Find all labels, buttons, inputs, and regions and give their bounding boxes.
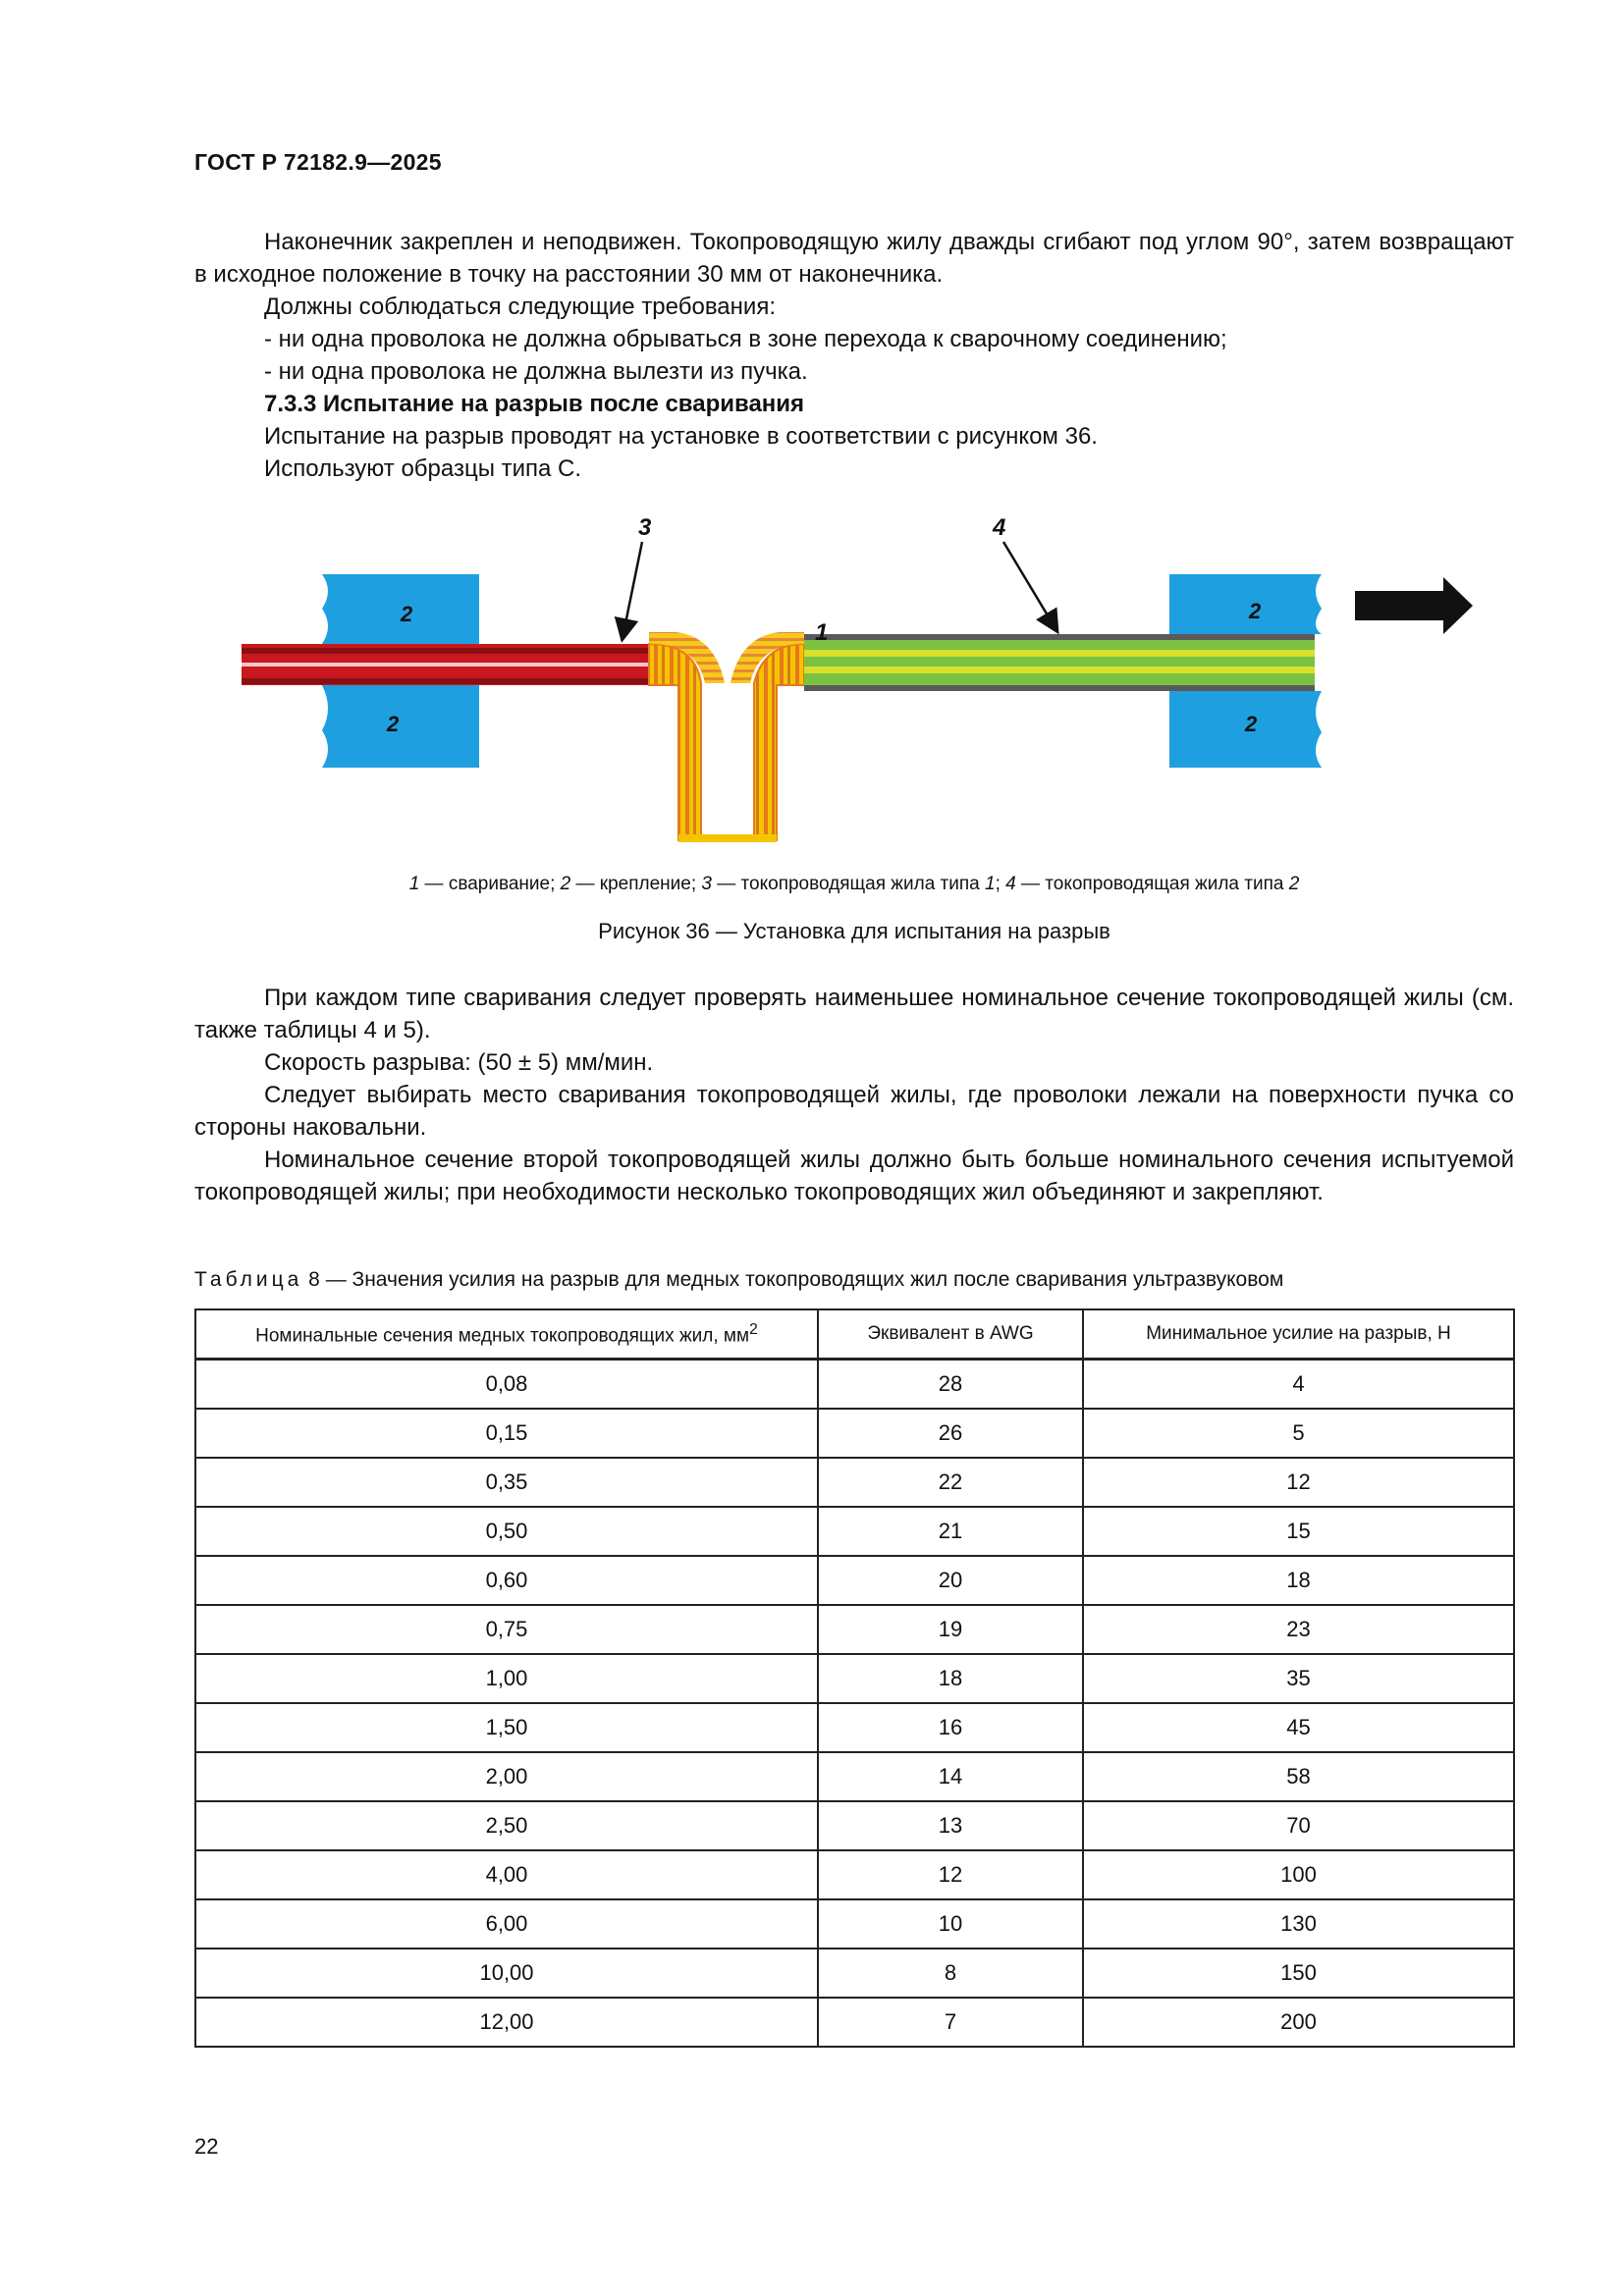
cell-min-force: 35 — [1083, 1654, 1514, 1703]
cell-cross-section: 0,35 — [195, 1458, 818, 1507]
cell-awg: 28 — [818, 1360, 1083, 1410]
cell-awg: 18 — [818, 1654, 1083, 1703]
table-body — [195, 1360, 1514, 2048]
cell-min-force: 5 — [1083, 1409, 1514, 1458]
figure-caption: Рисунок 36 — Установка для испытания на разрыв — [598, 919, 1110, 943]
cell-min-force: 4 — [1083, 1360, 1514, 1410]
cell-cross-section: 2,00 — [195, 1752, 818, 1801]
cell-awg: 13 — [818, 1801, 1083, 1850]
cell-cross-section: 12,00 — [195, 1998, 818, 2047]
column-header-min-force: Минимальное усилие на разрыв, Н — [1083, 1309, 1514, 1360]
page-number: 22 — [194, 2134, 219, 2159]
cell-min-force: 100 — [1083, 1850, 1514, 1899]
cell-awg: 21 — [818, 1507, 1083, 1556]
cell-min-force: 200 — [1083, 1998, 1514, 2047]
callout-4: 4 — [993, 514, 1006, 541]
callout-3: 3 — [638, 514, 652, 541]
table-row — [195, 1556, 1514, 1605]
table-row — [195, 1850, 1514, 1899]
cell-awg: 12 — [818, 1850, 1083, 1899]
cell-awg: 14 — [818, 1752, 1083, 1801]
intro-text — [194, 226, 1514, 485]
cell-cross-section: 0,60 — [195, 1556, 818, 1605]
callout-4-leader — [1003, 542, 1056, 630]
cell-cross-section: 0,50 — [195, 1507, 818, 1556]
paragraph: Скорость разрыва: (50 ± 5) мм/мин. — [264, 1049, 654, 1076]
breaking-force-table — [194, 1308, 1515, 2048]
cell-min-force: 18 — [1083, 1556, 1514, 1605]
cell-cross-section: 1,00 — [195, 1654, 818, 1703]
table-row — [195, 1409, 1514, 1458]
cell-min-force: 23 — [1083, 1605, 1514, 1654]
cell-cross-section: 2,50 — [195, 1801, 818, 1850]
callout-3-leader — [623, 542, 642, 638]
cell-cross-section: 1,50 — [195, 1703, 818, 1752]
cell-min-force: 12 — [1083, 1458, 1514, 1507]
table-row — [195, 1507, 1514, 1556]
callout-2-left-top: 2 — [401, 602, 413, 626]
cell-awg: 20 — [818, 1556, 1083, 1605]
cell-cross-section: 6,00 — [195, 1899, 818, 1949]
cell-min-force: 130 — [1083, 1899, 1514, 1949]
green-wire-type-2 — [804, 634, 1315, 691]
cell-awg: 19 — [818, 1605, 1083, 1654]
paragraph: Наконечник закреплен и неподвижен. Токопроводящую жилу дважды сгибают под углом 90°, затем возвращают в исходное положение в точку на расстоянии 30 мм от наконечника. — [194, 229, 1514, 288]
callout-1: 1 — [815, 619, 829, 646]
table-row — [195, 1801, 1514, 1850]
paragraph: Используют образцы типа С. — [264, 455, 582, 482]
table-row — [195, 1949, 1514, 1998]
section-title: 7.3.3 Испытание на разрыв после сваривания — [264, 391, 805, 417]
test-setup-diagram — [194, 510, 1514, 854]
cell-awg: 8 — [818, 1949, 1083, 1998]
column-header-awg: Эквивалент в AWG — [818, 1309, 1083, 1360]
cell-awg: 26 — [818, 1409, 1083, 1458]
callout-2-right-bottom: 2 — [1245, 712, 1258, 736]
callout-2-right-top: 2 — [1249, 599, 1262, 623]
figure-36 — [194, 510, 1514, 854]
cell-cross-section: 10,00 — [195, 1949, 818, 1998]
cell-cross-section: 0,15 — [195, 1409, 818, 1458]
table-header-row — [195, 1309, 1514, 1360]
left-clamp-lower — [322, 685, 479, 768]
pull-direction-arrow — [1355, 577, 1473, 634]
paragraph: Номинальное сечение второй токопроводящей жилы должно быть больше номинального сечения испытуемой токопроводящей жилы; при необходимости несколько токопроводящих жил объединяют и закрепляют. — [194, 1147, 1514, 1205]
cell-cross-section: 0,08 — [195, 1360, 818, 1410]
paragraph: Испытание на разрыв проводят на установке в соответствии с рисунком 36. — [264, 423, 1098, 450]
table-row — [195, 1998, 1514, 2047]
list-item: - ни одна проволока не должна вылезти из пучка. — [264, 358, 808, 385]
cell-min-force: 45 — [1083, 1703, 1514, 1752]
cell-min-force: 150 — [1083, 1949, 1514, 1998]
cell-min-force: 15 — [1083, 1507, 1514, 1556]
red-wire-type-1 — [242, 644, 649, 685]
table-row — [195, 1899, 1514, 1949]
paragraph: При каждом типе сваривания следует проверять наименьшее номинальное сечение токопроводящей жилы (см. также таблицы 4 и 5). — [194, 985, 1514, 1043]
paragraph: Должны соблюдаться следующие требования: — [264, 294, 776, 320]
table-row — [195, 1654, 1514, 1703]
figure-legend: 1 — сваривание; 2 — крепление; 3 — токопроводящая жила типа 1; 4 — токопроводящая жила типа 2 — [408, 874, 1300, 894]
table-row — [195, 1752, 1514, 1801]
cell-awg: 22 — [818, 1458, 1083, 1507]
callout-2-left-bottom: 2 — [387, 712, 400, 736]
cell-cross-section: 0,75 — [195, 1605, 818, 1654]
list-item: - ни одна проволока не должна обрываться в зоне перехода к сварочному соединению; — [264, 326, 1227, 352]
right-clamp-upper — [1169, 574, 1322, 634]
document-header: ГОСТ Р 72182.9—2025 — [194, 149, 442, 175]
paragraph: Следует выбирать место сваривания токопроводящей жилы, где проволоки лежали на поверхности пучка со стороны наковальни. — [194, 1082, 1514, 1141]
cell-cross-section: 4,00 — [195, 1850, 818, 1899]
body-text — [194, 982, 1514, 1208]
weld-joint — [649, 632, 804, 842]
cell-awg: 16 — [818, 1703, 1083, 1752]
table-row — [195, 1360, 1514, 1410]
table-row — [195, 1458, 1514, 1507]
table-title: Таблица 8 — Значения усилия на разрыв для медных токопроводящих жил после сваривания ультразвуковом — [194, 1268, 1284, 1291]
cell-awg: 10 — [818, 1899, 1083, 1949]
cell-min-force: 58 — [1083, 1752, 1514, 1801]
table-row — [195, 1605, 1514, 1654]
cell-min-force: 70 — [1083, 1801, 1514, 1850]
cell-awg: 7 — [818, 1998, 1083, 2047]
table-row — [195, 1703, 1514, 1752]
column-header-cross-section: Номинальные сечения медных токопроводящих жил, $мм^2$ — [195, 1309, 818, 1360]
